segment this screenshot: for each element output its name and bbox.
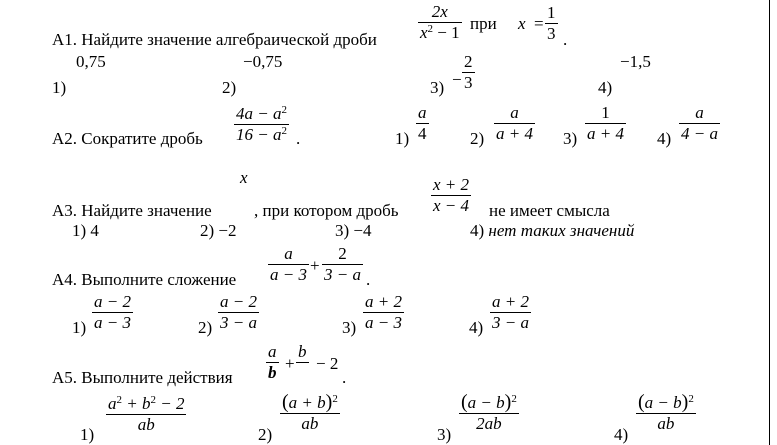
a2-fraction [234,104,289,145]
a5-question-text: А5. Выполните действия [52,368,233,387]
a4-option-4-fraction: a + 2 3 − a [492,292,529,332]
a4-plus: + [310,256,320,275]
a5-option-1-fraction: $a^2 + b^2 - 2$ ab [108,394,185,434]
a2-option-3-fraction: 1 a + 4 [587,103,624,143]
a2-option-4-fraction: a 4 − a [681,103,718,143]
a5-option-4-fraction: $(a - b)^2$ ab [638,391,694,433]
a2-period: . [296,129,301,148]
a5-option-2-fraction: $(a + b)^2$ ab [282,391,338,433]
a5-tail: − 2 [316,354,339,373]
a5-fraction-1: a b [268,342,277,382]
a5-option-1-label: 1) [80,425,95,444]
a5-option-4-label: 4) [614,425,629,444]
a1-fraction [418,2,462,43]
a1-connector: при [470,14,497,33]
a3-option-4: 4) нет таких значений [470,221,635,240]
a1-option-2-value: −0,75 [243,52,283,71]
a1-option-2-label: 2) [222,78,237,97]
a2-option-1-label: 1) [395,129,410,148]
a3-question-text-end: не имеет смысла [489,201,610,220]
a2-option-4-label: 4) [657,129,672,148]
a1-question-text: А1. Найдите значение алгебраической дроби [52,30,377,49]
a3-fraction: x + 2 x − 4 [433,175,470,215]
a3-option-3: 3) −4 [335,221,372,240]
a3-variable: x [240,168,248,187]
a1-fraction-numerator: 2x [431,2,448,21]
a3-option-2: 2) −2 [200,221,237,240]
a5-plus: + [285,354,295,373]
a4-option-3-label: 3) [342,318,357,337]
a2-question-text: А2. Сократите дробь [52,129,203,148]
a5-fraction-2: b [298,342,307,361]
a1-option-4-label: 4) [598,78,613,97]
a3-question-text: А3. Найдите значение [52,201,212,220]
a4-option-2-label: 2) [198,318,213,337]
a5-option-2-label: 2) [258,425,273,444]
a4-question-text: А4. Выполните сложение [52,270,237,289]
a5-period: . [342,368,347,387]
a3-question-text-mid: , при котором дробь [254,201,399,220]
a1-fraction-denominator: $x^2 - 1$ [420,23,460,42]
a1-option-1-value: 0,75 [76,52,106,71]
page-right-border [769,0,770,445]
a2-option-2-fraction: a a + 4 [496,103,533,143]
a1-x-value: 1 3 [547,3,556,43]
a1-option-4-value: −1,5 [620,52,651,71]
a1-option-3-fraction: 2 3 [464,52,473,92]
a3-option-1: 1) 4 [72,221,99,240]
a4-fraction-1: a a − 3 [270,244,307,284]
a1-equals: = [534,14,544,33]
a2-option-3-label: 3) [563,129,578,148]
a4-option-3-fraction: a + 2 a − 3 [365,292,402,332]
a4-period: . [366,270,371,289]
a4-option-4-label: 4) [469,318,484,337]
a2-fraction-numerator: $4a - a^2$ [236,104,287,123]
a1-variable: x [518,14,526,33]
a2-fraction-denominator: $16 - a^2$ [236,125,287,144]
a5-option-3-fraction: $(a - b)^2$ 2ab [461,391,517,433]
a4-fraction-2: 2 3 − a [324,244,361,284]
a1-option-3-label: 3) [430,78,445,97]
a2-option-2-label: 2) [470,129,485,148]
a4-option-1-label: 1) [72,318,87,337]
a1-option-3-sign: − [452,70,462,89]
a1-period: . [563,30,568,49]
a2-option-1-fraction: a 4 [418,103,427,143]
a5-option-3-label: 3) [437,425,452,444]
a4-option-1-fraction: a − 2 a − 3 [94,292,131,332]
a4-option-2-fraction: a − 2 3 − a [220,292,257,332]
a1-option-1-label: 1) [52,78,67,97]
